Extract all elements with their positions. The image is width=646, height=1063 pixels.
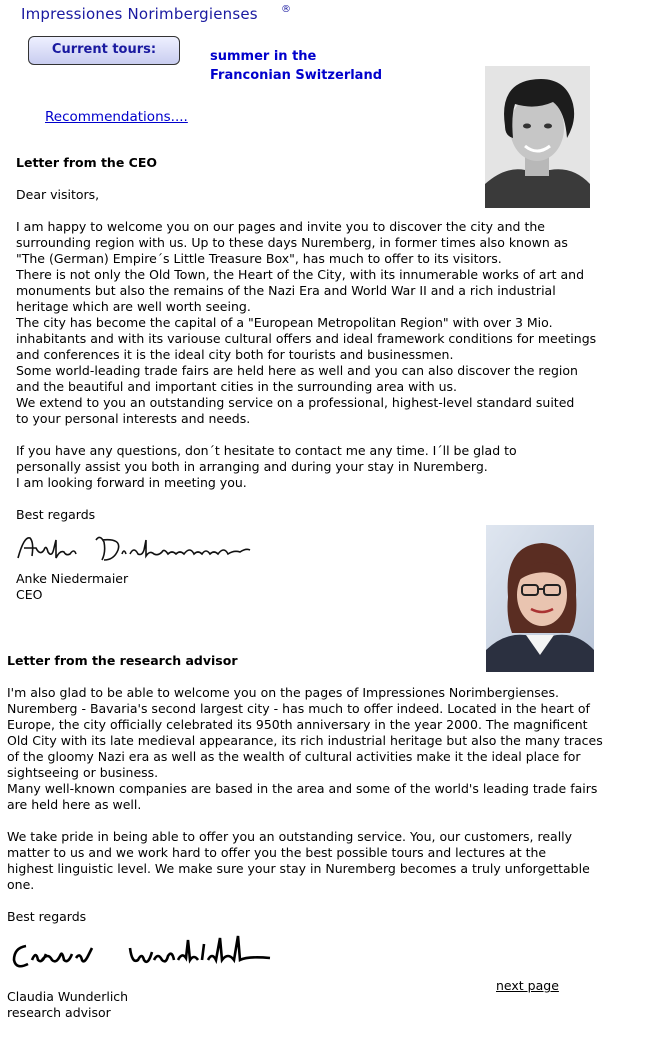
research-line: Nuremberg - Bavaria's second largest city - has much to offer indeed. Located in the heart of — [7, 701, 590, 716]
ceo-line: and the beautiful and important cities in the surrounding area with us. — [16, 379, 457, 394]
research-line: We take pride in being able to offer you an outstanding service. You, our customers, really — [7, 829, 573, 844]
ceo-paragraph-1 — [16, 219, 616, 427]
research-line: are held here as well. — [7, 797, 142, 812]
ceo-line: The city has become the capital of a "European Metropolitan Region" with over 3 Mio. — [16, 315, 553, 330]
research-signature — [8, 930, 273, 978]
ceo-line: I am happy to welcome you on our pages and invite you to discover the city and the — [16, 219, 545, 234]
ceo-signature — [14, 530, 254, 570]
next-page-link[interactable]: next page — [496, 978, 559, 993]
research-paragraph-2 — [7, 829, 617, 893]
ceo-line: We extend to you an outstanding service on a professional, highest-level standard suited — [16, 395, 575, 410]
research-letter-heading: Letter from the research advisor — [7, 653, 238, 668]
ceo-line: There is not only the Old Town, the Heart of the City, with its innumerable works of art and — [16, 267, 585, 282]
ceo-line: and conferences it is the ideal city both for tourists and businessmen. — [16, 347, 454, 362]
research-line: matter to us and we work hard to offer you the best possible tours and lectures at the — [7, 845, 547, 860]
research-letter-body — [7, 685, 617, 925]
site-title: Impressiones Norimbergienses — [21, 5, 258, 23]
research-line: of the gloomy Nazi era as well as the wealth of cultural activities make it the ideal place for — [7, 749, 581, 764]
research-line: Many well-known companies are based in the area and some of the world's leading trade fairs — [7, 781, 598, 796]
ceo-line: If you have any questions, don´t hesitate to contact me any time. I´ll be glad to — [16, 443, 517, 458]
research-paragraph-1 — [7, 685, 617, 813]
research-line: one. — [7, 877, 35, 892]
ceo-letter-body — [16, 187, 616, 523]
ceo-line: personally assist you both in arranging and during your stay in Nuremberg. — [16, 459, 488, 474]
research-line: I'm also glad to be able to welcome you on the pages of Impressiones Norimbergienses. — [7, 685, 559, 700]
research-name: Claudia Wunderlich — [7, 989, 129, 1004]
research-closing: Best regards — [7, 909, 87, 924]
research-title: research advisor — [7, 1005, 111, 1020]
research-advisor-photo — [486, 525, 594, 672]
research-line: sightseeing or business. — [7, 765, 159, 780]
ceo-line: heritage which are well worth seeing. — [16, 299, 251, 314]
ceo-closing: Best regards — [16, 507, 96, 522]
registered-mark: ® — [281, 4, 291, 15]
research-line: highest linguistic level. We make sure your stay in Nuremberg becomes a truly unforgettable — [7, 861, 590, 876]
ceo-line: I am looking forward in meeting you. — [16, 475, 247, 490]
research-signoff — [7, 989, 128, 1021]
tour-line-2: Franconian Switzerland — [210, 68, 383, 83]
current-tour-link[interactable] — [210, 47, 382, 85]
ceo-name: Anke Niedermaier — [16, 571, 129, 586]
ceo-line: to your personal interests and needs. — [16, 411, 251, 426]
ceo-line: monuments but also the remains of the Nazi Era and World War II and a rich industrial — [16, 283, 556, 298]
ceo-line: Some world-leading trade fairs are held here as well and you can also discover the region — [16, 363, 578, 378]
ceo-letter-heading: Letter from the CEO — [16, 155, 157, 170]
ceo-title: CEO — [16, 587, 43, 602]
research-line: Old City with its late medieval appearance, its rich industrial heritage but also the many traces — [7, 733, 603, 748]
ceo-paragraph-2 — [16, 443, 616, 491]
current-tours-button[interactable]: Current tours: — [28, 36, 180, 65]
ceo-signoff — [16, 571, 128, 603]
ceo-line: surrounding region with us. Up to these days Nuremberg, in former times also known as — [16, 235, 568, 250]
ceo-line: "The (German) Empire´s Little Treasure Box", has much to offer to its visitors. — [16, 251, 502, 266]
recommendations-link[interactable]: Recommendations.... — [45, 109, 188, 125]
research-line: Europe, the city officially celebrated its 950th anniversary in the year 2000. The magnificent — [7, 717, 588, 732]
tour-line-1: summer in the — [210, 49, 317, 64]
ceo-greeting: Dear visitors, — [16, 187, 100, 202]
ceo-line: inhabitants and with its variouse cultural offers and ideal framework conditions for meetings — [16, 331, 597, 346]
